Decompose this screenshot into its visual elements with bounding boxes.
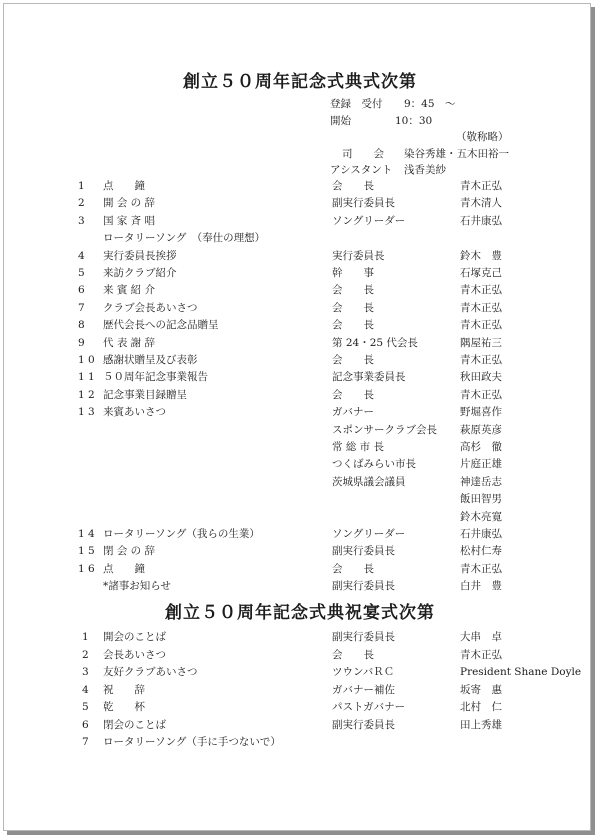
program-item: 乾 杯 bbox=[103, 701, 145, 713]
role-title: 会 長 bbox=[332, 648, 374, 661]
row-number: 6 bbox=[78, 284, 85, 297]
role-title: 会 長 bbox=[332, 319, 374, 332]
role-title: ガバナー bbox=[332, 406, 374, 419]
role-title: 常 総 市 長 bbox=[332, 441, 385, 453]
person-name: 鈴木亮寛 bbox=[460, 510, 502, 523]
row-number: 9 bbox=[78, 336, 85, 349]
role-title: ソングリーダー bbox=[332, 528, 406, 540]
row-number: 1 6 bbox=[78, 562, 95, 575]
person-name: 青木正弘 bbox=[460, 388, 502, 401]
program-item: ５０周年記念事業報告 bbox=[103, 371, 208, 384]
person-name: 石井康弘 bbox=[460, 214, 502, 227]
person-name: 石塚克己 bbox=[460, 267, 502, 279]
person-name: 鈴木 豊 bbox=[460, 249, 502, 262]
program-item: 記念事業目録贈呈 bbox=[103, 388, 187, 401]
row-number: 1 1 bbox=[78, 371, 95, 384]
row-number: 3 bbox=[78, 214, 85, 227]
role-title: 会 長 bbox=[332, 354, 374, 366]
role-title: 記念事業委員長 bbox=[332, 371, 406, 384]
person-name: 飯田智男 bbox=[460, 493, 502, 506]
program-item: ロータリーソング（手に手つないで） bbox=[103, 736, 281, 748]
program-item: 代 表 謝 辞 bbox=[103, 336, 156, 349]
program-item: *諸事お知らせ bbox=[103, 580, 171, 593]
mc-label: 司 会 bbox=[342, 148, 384, 160]
program-item: 閉 会 の 辞 bbox=[103, 545, 156, 558]
assistant-label: アシスタント bbox=[330, 164, 393, 176]
role-title: 副実行委員長 bbox=[332, 631, 395, 643]
role-title: 幹 事 bbox=[332, 267, 374, 279]
program-item: 実行委員長挨拶 bbox=[103, 249, 177, 262]
person-name: 坂寄 惠 bbox=[460, 683, 502, 696]
person-name: 青木正弘 bbox=[460, 354, 502, 366]
program-item: 開 会 の 辞 bbox=[103, 197, 156, 210]
role-title: パストガバナー bbox=[332, 701, 406, 713]
honorifics-note: （敬称略） bbox=[456, 131, 509, 143]
row-number: 5 bbox=[78, 267, 85, 279]
role-title: つくばみらい市長 bbox=[332, 458, 416, 471]
person-name: President Shane Doyle bbox=[460, 666, 582, 678]
program-item: 歴代会長への記念品贈呈 bbox=[103, 319, 219, 332]
person-name: 高杉 徹 bbox=[460, 441, 502, 453]
role-title: ガバナー補佐 bbox=[332, 683, 395, 696]
row-number: 5 bbox=[82, 701, 89, 713]
row-number: 7 bbox=[78, 301, 85, 314]
row-number: 1 2 bbox=[78, 388, 95, 401]
role-title: 副実行委員長 bbox=[332, 580, 395, 593]
program-item: 開会のことば bbox=[103, 631, 166, 643]
row-number: 2 bbox=[78, 197, 85, 210]
mc-name: 染谷秀雄・五木田裕一 bbox=[404, 148, 509, 160]
person-name: 田上秀雄 bbox=[460, 718, 502, 731]
person-name: 萩原英彦 bbox=[460, 423, 502, 436]
person-name: 青木清人 bbox=[460, 197, 502, 210]
program-item: 国 家 斉 唱 bbox=[103, 214, 156, 227]
reception-label: 登録 受付 bbox=[330, 98, 383, 110]
role-title: 会 長 bbox=[332, 562, 374, 575]
person-name: 青木正弘 bbox=[460, 648, 502, 661]
program-item: 点 鐘 bbox=[103, 562, 145, 575]
role-title: ツウンバＲＣ bbox=[332, 666, 395, 678]
program-item: 来訪クラブ紹介 bbox=[103, 267, 177, 279]
person-name: 白井 豊 bbox=[460, 580, 502, 593]
row-number: 1 3 bbox=[78, 406, 95, 419]
row-number: 3 bbox=[82, 666, 89, 678]
ceremony-title: 創立５０周年記念式典式次第 bbox=[183, 72, 417, 92]
person-name: 青木正弘 bbox=[460, 319, 502, 332]
person-name: 片庭正雄 bbox=[460, 458, 502, 471]
program-item: 感謝状贈呈及び表彰 bbox=[103, 354, 198, 366]
person-name: 青木正弘 bbox=[460, 284, 502, 297]
row-number: 1 bbox=[82, 631, 89, 643]
person-name: 青木正弘 bbox=[460, 562, 502, 575]
start-label: 開始 bbox=[330, 115, 351, 127]
row-number: 1 5 bbox=[78, 545, 95, 558]
program-item: 友好クラブあいさつ bbox=[103, 666, 198, 678]
person-name: 野堀喜作 bbox=[460, 406, 502, 419]
row-number: 2 bbox=[82, 648, 89, 661]
person-name: 隅屋祐三 bbox=[460, 336, 502, 349]
banquet-title: 創立５０周年記念式典祝宴式次第 bbox=[165, 603, 435, 623]
program-item: 祝 辞 bbox=[103, 683, 145, 696]
row-number: 1 bbox=[78, 180, 85, 192]
role-title: 会 長 bbox=[332, 180, 374, 192]
row-number: 1 0 bbox=[78, 354, 95, 366]
person-name: 北村 仁 bbox=[460, 701, 502, 713]
program-item: ロータリーソング （奉仕の理想） bbox=[103, 232, 266, 245]
role-title: 副実行委員長 bbox=[332, 545, 395, 558]
row-number: 1 4 bbox=[78, 528, 95, 540]
program-item: 来 賓 紹 介 bbox=[103, 284, 156, 297]
person-name: 大串 卓 bbox=[460, 631, 502, 643]
row-number: 7 bbox=[82, 736, 89, 748]
role-title: 実行委員長 bbox=[332, 249, 385, 262]
row-number: 4 bbox=[78, 249, 85, 262]
program-item: 来賓あいさつ bbox=[103, 406, 166, 419]
row-number: 8 bbox=[78, 319, 85, 332]
role-title: 茨城県議会議員 bbox=[332, 475, 406, 488]
person-name: 松村仁寿 bbox=[460, 545, 502, 558]
role-title: 会 長 bbox=[332, 284, 374, 297]
reception-time: 9：45 ～ bbox=[404, 98, 456, 110]
role-title: 会 長 bbox=[332, 301, 374, 314]
person-name: 青木正弘 bbox=[460, 180, 502, 192]
person-name: 青木正弘 bbox=[460, 301, 502, 314]
role-title: 副実行委員長 bbox=[332, 718, 395, 731]
program-item: ロータリーソング（我らの生業） bbox=[103, 528, 260, 540]
program-item: クラブ会長あいさつ bbox=[103, 301, 198, 314]
program-item: 点 鐘 bbox=[103, 180, 145, 192]
program-item: 閉会のことば bbox=[103, 718, 166, 731]
program-item: 会長あいさつ bbox=[103, 648, 166, 661]
person-name: 石井康弘 bbox=[460, 528, 502, 540]
role-title: ソングリーダー bbox=[332, 214, 406, 227]
role-title: スポンサークラブ会長 bbox=[332, 423, 437, 436]
row-number: 6 bbox=[82, 718, 89, 731]
person-name: 神達岳志 bbox=[460, 475, 502, 488]
row-number: 4 bbox=[82, 683, 89, 696]
role-title: 会 長 bbox=[332, 388, 374, 401]
person-name: 秋田政夫 bbox=[460, 371, 502, 384]
start-time: 10：30 bbox=[395, 115, 433, 127]
assistant-name: 浅香美紗 bbox=[404, 164, 446, 176]
role-title: 第 24・25 代会長 bbox=[332, 336, 418, 349]
role-title: 副実行委員長 bbox=[332, 197, 395, 210]
